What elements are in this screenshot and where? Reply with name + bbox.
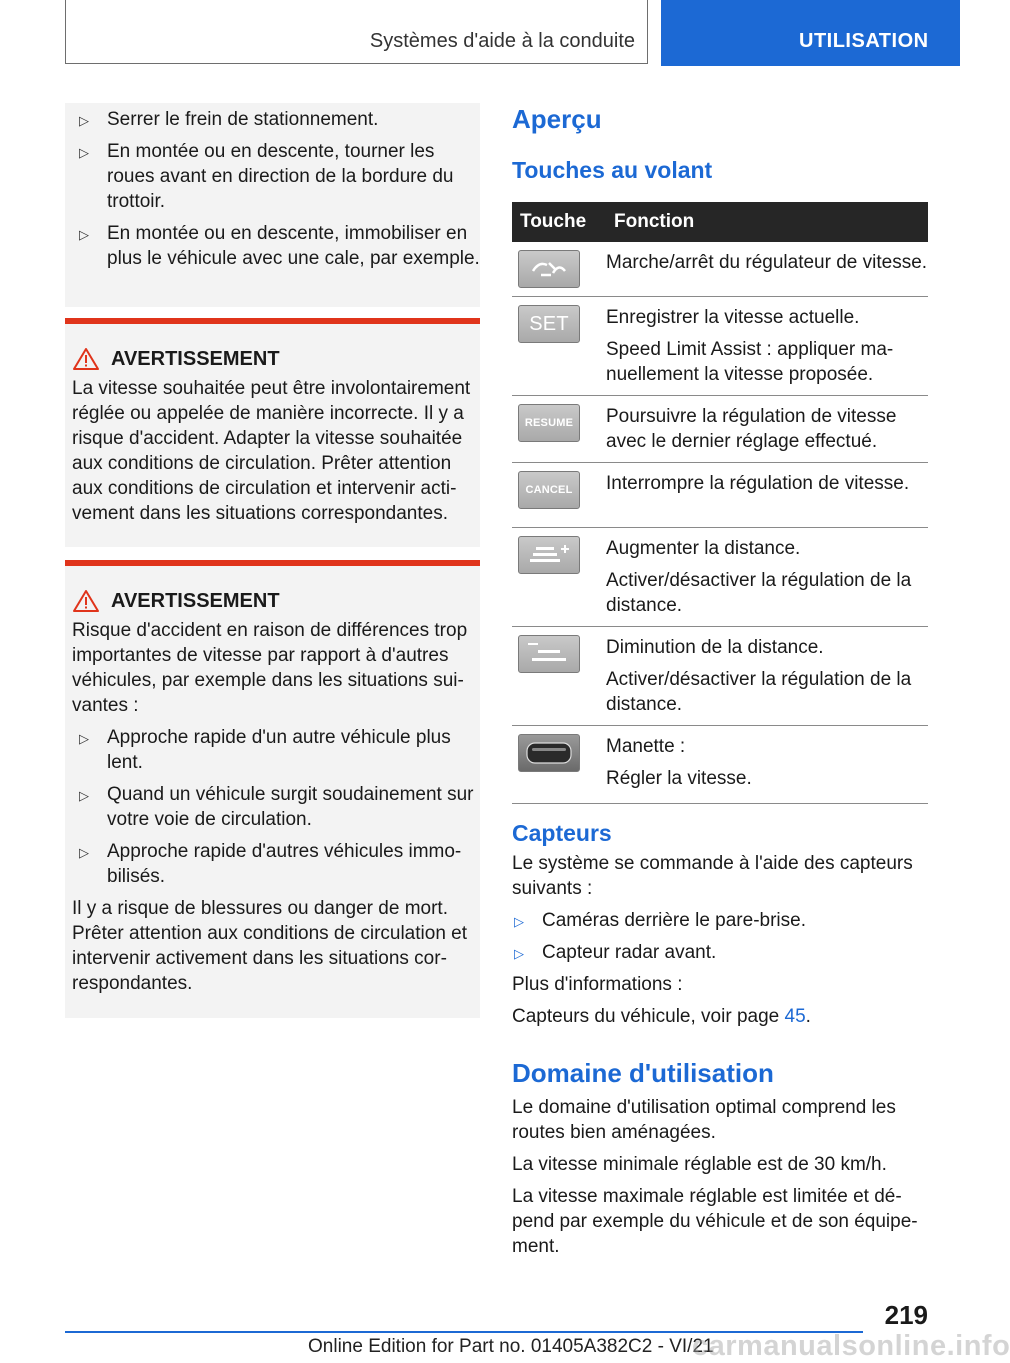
bullet-triangle-icon: ▷ xyxy=(79,113,89,128)
bullet-triangle-icon: ▷ xyxy=(79,227,89,242)
warning-title: AVERTISSEMENT xyxy=(65,346,480,372)
domain-paragraph: La vitesse minimale réglable est de 30 km/h. xyxy=(512,1154,887,1175)
list-item: ▷ En montée ou en descente, immobiliser en plus le véhicule avec une cale, par exemple. xyxy=(79,223,480,269)
cancel-key-icon: CANCEL xyxy=(518,471,580,509)
bullet-triangle-icon: ▷ xyxy=(79,145,89,160)
table-row: CANCEL Interrompre la régulation de vitesse. xyxy=(512,463,928,528)
overview-section xyxy=(512,104,928,804)
page-reference-link[interactable]: 45 xyxy=(784,1006,806,1027)
header-section-title: Systèmes d'aide à la conduite xyxy=(369,30,635,52)
distance-decrease-icon xyxy=(518,635,580,673)
sensors-section xyxy=(512,820,928,1036)
sensors-title: Capteurs xyxy=(512,820,612,846)
domain-title: Domaine d'utilisation xyxy=(512,1058,774,1088)
list-item: ▷ Approche rapide d'autres véhicules immobilisés. xyxy=(79,841,462,887)
sensors-more: Plus d'informations : xyxy=(512,974,683,995)
resume-key-icon: RESUME xyxy=(518,404,580,442)
table-row: RESUME Poursuivre la régulation de vitesse avec le dernier réglage effectué. xyxy=(512,396,928,463)
warning-title: AVERTISSEMENT xyxy=(65,588,480,614)
warning-box-2 xyxy=(65,560,480,1018)
warning-intro: Risque d'accident en raison de différences trop importantes de vitesse par rapport à d'autres véhicules, par exemple dans les situations suivantes : xyxy=(72,620,468,716)
distance-increase-icon xyxy=(518,536,580,574)
watermark: carmanualsonline.info xyxy=(692,1330,1010,1362)
warning-outro: Il y a risque de blessures ou danger de mort. Prêter attention aux conditions de circulation et intervenir activement dans les situations correspondantes. xyxy=(72,898,468,994)
domain-section xyxy=(512,1058,928,1266)
warning-text: La vitesse souhaitée peut être involontairement réglée ou appelée de manière incorrecte. Il y a risque d'accident. Adapter la vitesse souhaitée aux conditions de circulation. Prêter attention aux conditions de circulation et intervenir activement dans les situations correspondantes. xyxy=(72,378,471,524)
bullet-triangle-icon: ▷ xyxy=(514,914,524,929)
column-header-function: Fonction xyxy=(606,202,928,242)
header-chapter-tab[interactable] xyxy=(661,0,960,66)
page-number: 219 xyxy=(884,1300,928,1330)
rocker-switch-icon xyxy=(518,734,580,772)
bullet-triangle-icon: ▷ xyxy=(79,845,89,860)
list-item: ▷ Serrer le frein de stationnement. xyxy=(65,107,480,132)
list-item: ▷ En montée ou en descente, tourner les roues avant en direction de la bordure du trottoir. xyxy=(79,141,454,212)
domain-paragraph: La vitesse maximale réglable est limitée et dépend par exemple du véhicule et de son équipement. xyxy=(512,1186,918,1257)
domain-paragraph: Le domaine d'utilisation optimal comprend les routes bien aménagées. xyxy=(512,1097,896,1143)
sensors-list xyxy=(512,908,928,965)
bullet-triangle-icon: ▷ xyxy=(79,788,89,803)
warning-triangle-icon xyxy=(73,590,99,612)
table-row: Augmenter la distance. Activer/désactiver la régulation de la distance. xyxy=(512,528,928,627)
header-chapter-label: UTILISATION xyxy=(799,30,929,52)
set-key-icon: SET xyxy=(518,305,580,343)
intro-step-list xyxy=(65,107,480,271)
table-row: Diminution de la distance. Activer/désactiver la régulation de la distance. xyxy=(512,627,928,726)
warning-situation-list xyxy=(65,725,480,889)
table-header-row xyxy=(512,202,928,242)
table-row: SET Enregistrer la vitesse actuelle. Speed Limit Assist : appliquer manuellement la vitesse proposée. xyxy=(512,297,928,396)
table-row: Marche/arrêt du régulateur de vitesse. xyxy=(512,242,928,297)
list-item: ▷ Caméras derrière le pare-brise. xyxy=(512,908,928,933)
overview-title: Aperçu xyxy=(512,104,602,134)
footer-edition: Online Edition for Part no. 01405A382C2 - VI/21 xyxy=(308,1336,714,1357)
warning-triangle-icon xyxy=(73,348,99,370)
column-header-key: Touche xyxy=(512,202,606,242)
sensors-reference: Capteurs du véhicule, voir page 45. xyxy=(512,1006,811,1027)
bullet-triangle-icon: ▷ xyxy=(79,731,89,746)
steering-keys-title: Touches au volant xyxy=(512,157,713,183)
list-item: ▷ Quand un véhicule surgit soudainement sur votre voie de circulation. xyxy=(79,784,474,830)
warning-box-1 xyxy=(65,318,480,547)
steering-keys-table xyxy=(512,202,928,804)
table-row: Manette : Régler la vitesse. xyxy=(512,726,928,804)
cruise-control-toggle-icon xyxy=(518,250,580,288)
sensors-intro: Le système se commande à l'aide des capteurs suivants : xyxy=(512,853,913,899)
bullet-triangle-icon: ▷ xyxy=(514,946,524,961)
list-item: ▷ Capteur radar avant. xyxy=(512,940,928,965)
header-section-box xyxy=(65,0,648,64)
intro-steps-box xyxy=(65,103,480,307)
list-item: ▷ Approche rapide d'un autre véhicule plus lent. xyxy=(79,727,451,773)
